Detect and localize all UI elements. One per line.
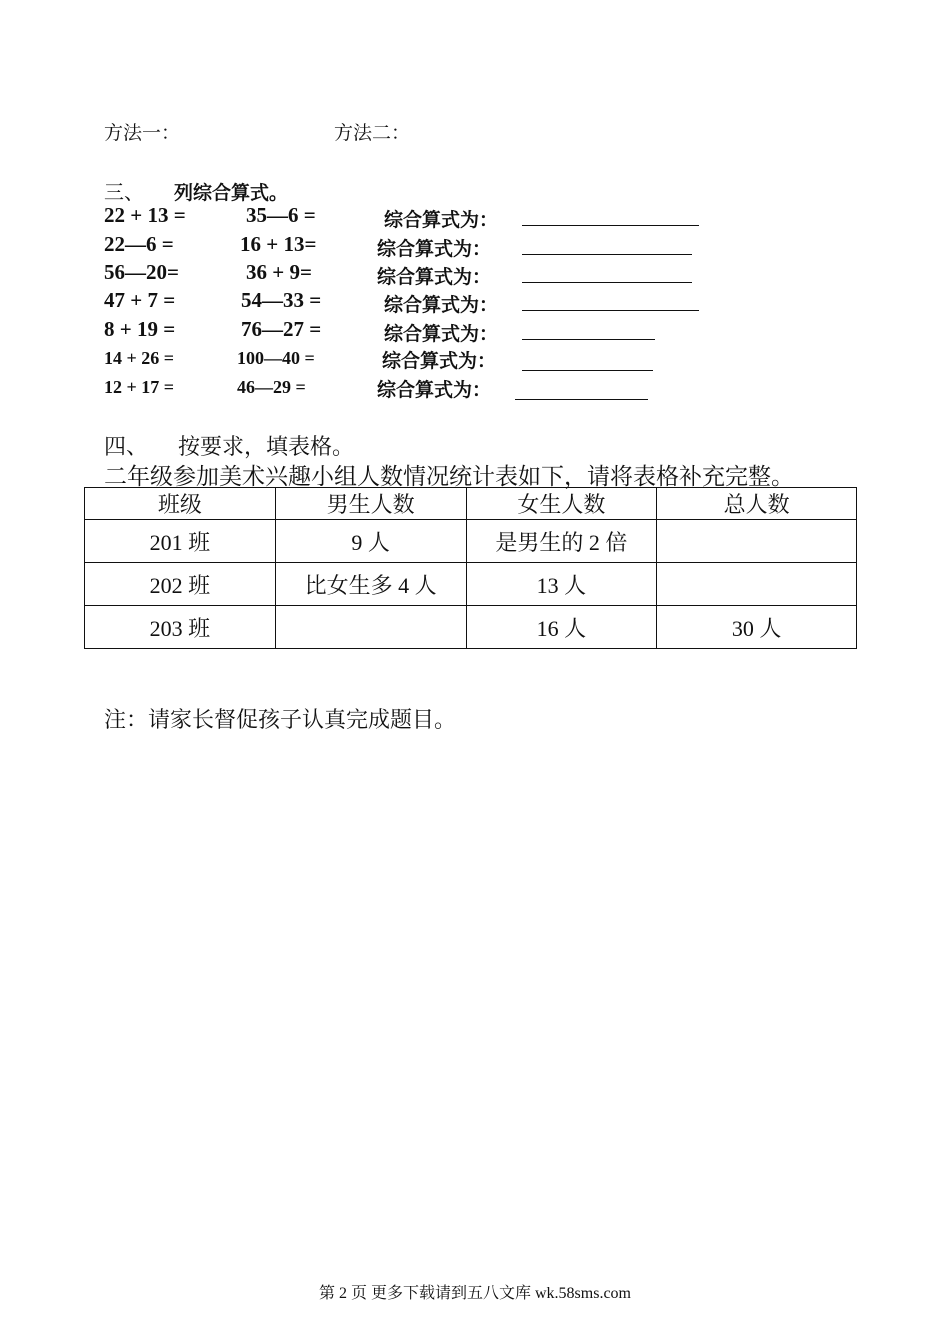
expression-a: 14 + 26 = [104, 348, 175, 368]
expression-b: 46—29 = [237, 377, 306, 397]
answer-blank[interactable] [522, 317, 655, 340]
section-4-title: 按要求，填表格。 [178, 434, 355, 459]
combined-label: 综合算式为： [377, 267, 492, 288]
expression-a: 12 + 17 = [104, 377, 175, 397]
expression-b: 76—27 = [241, 317, 322, 341]
cell-boys[interactable] [275, 606, 466, 649]
expression-b: 16 + 13= [240, 232, 317, 256]
cell-girls: 16 人 [466, 606, 657, 649]
cell-boys: 9 人 [275, 520, 466, 563]
expression-a: 8 + 19 = [104, 317, 176, 341]
header-class: 班级 [85, 488, 276, 520]
answer-blank[interactable] [515, 377, 648, 400]
expression-b: 36 + 9= [246, 260, 312, 284]
header-boys: 男生人数 [275, 488, 466, 520]
cell-total: 30 人 [657, 606, 857, 649]
expression-a: 56—20= [104, 260, 179, 284]
expression-a: 22 + 13 = [104, 203, 186, 227]
expression-b: 54—33 = [241, 288, 322, 312]
answer-blank[interactable] [522, 203, 699, 226]
cell-class: 202 班 [85, 563, 276, 606]
expression-b: 35—6 = [246, 203, 316, 227]
table-row [85, 606, 857, 649]
method-two-label: 方法二： [334, 123, 411, 144]
answer-blank[interactable] [522, 288, 699, 311]
combined-label: 综合算式为： [384, 295, 499, 316]
section-4-number: 四、 [104, 434, 149, 459]
answer-blank[interactable] [522, 232, 692, 255]
expression-b: 100—40 = [237, 348, 315, 368]
cell-class: 201 班 [85, 520, 276, 563]
combined-label: 综合算式为： [384, 324, 499, 345]
cell-class: 203 班 [85, 606, 276, 649]
cell-boys: 比女生多 4 人 [275, 563, 466, 606]
parent-note: 注：请家长督促孩子认真完成题目。 [104, 707, 457, 732]
section-3-heading [104, 176, 288, 205]
cell-total[interactable] [657, 563, 857, 606]
cell-total[interactable] [657, 520, 857, 563]
cell-girls: 13 人 [466, 563, 657, 606]
combined-label: 综合算式为： [384, 210, 499, 231]
section-3-number: 三、 [104, 182, 144, 204]
table-description: 二年级参加美术兴趣小组人数情况统计表如下，请将表格补充完整。 [104, 464, 794, 489]
expression-a: 47 + 7 = [104, 288, 176, 312]
stats-table [84, 487, 857, 649]
page-footer: 第 2 页 更多下载请到五八文库 wk.58sms.com [318, 1285, 631, 1302]
header-girls: 女生人数 [466, 488, 657, 520]
table-row [85, 520, 857, 563]
header-total: 总人数 [657, 488, 857, 520]
combined-label: 综合算式为： [382, 351, 497, 372]
section-3-title: 列综合算式。 [174, 183, 289, 204]
section-4-heading [104, 430, 354, 461]
table-row [85, 563, 857, 606]
expression-a: 22—6 = [104, 232, 174, 256]
method-one-label: 方法一： [104, 123, 181, 144]
table-header-row [85, 488, 857, 520]
cell-girls: 是男生的 2 倍 [466, 520, 657, 563]
combined-label: 综合算式为： [377, 239, 492, 260]
answer-blank[interactable] [522, 260, 692, 283]
combined-label: 综合算式为： [377, 380, 492, 401]
answer-blank[interactable] [522, 348, 653, 371]
